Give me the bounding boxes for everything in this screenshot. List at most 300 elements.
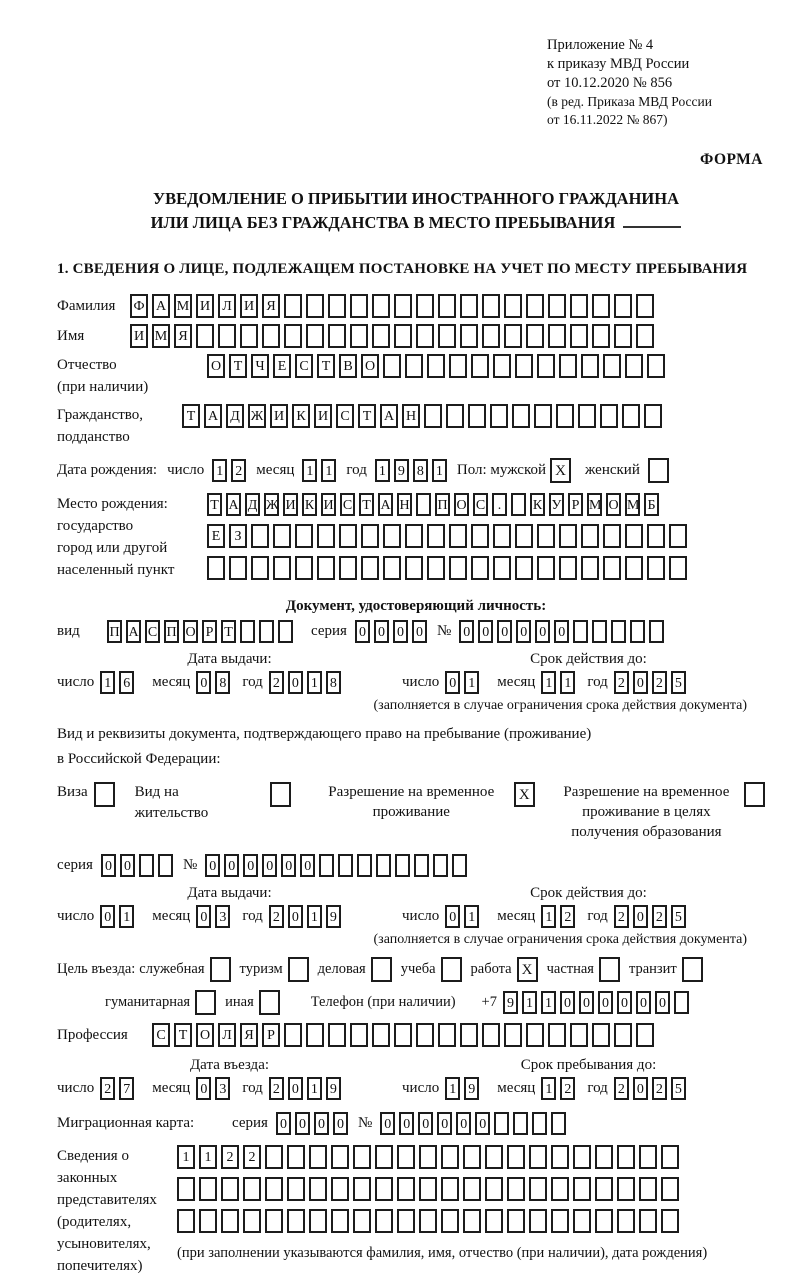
form-cell[interactable]: 2 xyxy=(652,671,667,694)
form-cell[interactable]: 1 xyxy=(199,1145,217,1169)
form-cell[interactable]: 9 xyxy=(464,1077,479,1100)
form-cell[interactable] xyxy=(617,1145,635,1169)
form-cell[interactable]: 0 xyxy=(418,1112,433,1135)
form-cell[interactable] xyxy=(529,1209,547,1233)
form-cell[interactable] xyxy=(494,1112,509,1135)
form-cell[interactable]: Т xyxy=(229,354,247,378)
form-cell[interactable] xyxy=(196,324,214,348)
sex-female-checkbox[interactable] xyxy=(648,458,669,483)
form-cell[interactable] xyxy=(463,1177,481,1201)
form-cell[interactable] xyxy=(414,854,429,877)
form-cell[interactable] xyxy=(482,1023,500,1047)
form-cell[interactable] xyxy=(240,324,258,348)
form-cell[interactable]: М xyxy=(174,294,192,318)
form-cell[interactable] xyxy=(592,620,607,643)
form-cell[interactable]: А xyxy=(380,404,398,428)
form-cell[interactable] xyxy=(433,854,448,877)
form-cell[interactable] xyxy=(395,854,410,877)
form-cell[interactable]: Р xyxy=(262,1023,280,1047)
purpose-work-checkbox[interactable]: X xyxy=(517,957,538,982)
form-cell[interactable] xyxy=(259,620,274,643)
temp-residence-edu-checkbox[interactable] xyxy=(744,782,765,807)
form-cell[interactable] xyxy=(295,524,313,548)
form-cell[interactable]: 0 xyxy=(374,620,389,643)
form-cell[interactable]: 1 xyxy=(464,671,479,694)
form-cell[interactable] xyxy=(309,1145,327,1169)
form-cell[interactable]: 0 xyxy=(100,905,115,928)
form-cell[interactable] xyxy=(471,524,489,548)
form-cell[interactable] xyxy=(229,556,247,580)
form-cell[interactable] xyxy=(511,493,526,516)
form-cell[interactable] xyxy=(548,324,566,348)
form-cell[interactable]: 0 xyxy=(380,1112,395,1135)
form-cell[interactable]: И xyxy=(196,294,214,318)
form-cell[interactable] xyxy=(592,324,610,348)
form-cell[interactable] xyxy=(570,1023,588,1047)
form-cell[interactable]: 2 xyxy=(652,1077,667,1100)
form-cell[interactable] xyxy=(419,1209,437,1233)
form-cell[interactable] xyxy=(419,1177,437,1201)
form-cell[interactable]: С xyxy=(336,404,354,428)
form-cell[interactable] xyxy=(603,556,621,580)
form-cell[interactable] xyxy=(278,620,293,643)
form-cell[interactable] xyxy=(622,404,640,428)
form-cell[interactable]: 1 xyxy=(119,905,134,928)
form-cell[interactable] xyxy=(661,1177,679,1201)
form-cell[interactable]: 0 xyxy=(288,671,303,694)
form-cell[interactable] xyxy=(383,524,401,548)
form-cell[interactable]: 1 xyxy=(212,459,227,482)
form-cell[interactable] xyxy=(177,1209,195,1233)
form-cell[interactable] xyxy=(287,1177,305,1201)
form-cell[interactable]: 8 xyxy=(215,671,230,694)
form-cell[interactable] xyxy=(372,1023,390,1047)
form-cell[interactable]: О xyxy=(207,354,225,378)
form-cell[interactable]: 0 xyxy=(314,1112,329,1135)
form-cell[interactable] xyxy=(548,294,566,318)
form-cell[interactable]: О xyxy=(183,620,198,643)
visa-checkbox[interactable] xyxy=(94,782,115,807)
form-cell[interactable] xyxy=(471,556,489,580)
form-cell[interactable] xyxy=(661,1209,679,1233)
form-cell[interactable] xyxy=(295,556,313,580)
form-cell[interactable] xyxy=(383,556,401,580)
temp-residence-checkbox[interactable]: X xyxy=(514,782,535,807)
form-cell[interactable] xyxy=(328,1023,346,1047)
form-cell[interactable]: 0 xyxy=(288,905,303,928)
form-cell[interactable] xyxy=(603,354,621,378)
form-cell[interactable] xyxy=(405,524,423,548)
form-cell[interactable] xyxy=(438,1023,456,1047)
form-cell[interactable]: 0 xyxy=(333,1112,348,1135)
form-cell[interactable] xyxy=(372,294,390,318)
form-cell[interactable] xyxy=(350,294,368,318)
form-cell[interactable]: Ч xyxy=(251,354,269,378)
form-cell[interactable] xyxy=(427,524,445,548)
form-cell[interactable]: 3 xyxy=(215,905,230,928)
form-cell[interactable]: Р xyxy=(568,493,583,516)
form-cell[interactable] xyxy=(331,1177,349,1201)
form-cell[interactable]: Д xyxy=(226,404,244,428)
form-cell[interactable]: А xyxy=(204,404,222,428)
form-cell[interactable] xyxy=(559,354,577,378)
form-cell[interactable]: А xyxy=(152,294,170,318)
form-cell[interactable]: 1 xyxy=(302,459,317,482)
form-cell[interactable] xyxy=(427,556,445,580)
form-cell[interactable] xyxy=(625,556,643,580)
form-cell[interactable]: 0 xyxy=(633,905,648,928)
form-cell[interactable] xyxy=(463,1209,481,1233)
form-cell[interactable]: 1 xyxy=(541,991,556,1014)
form-cell[interactable]: 1 xyxy=(307,671,322,694)
form-cell[interactable] xyxy=(338,854,353,877)
form-cell[interactable]: 1 xyxy=(541,1077,556,1100)
form-cell[interactable]: Л xyxy=(218,294,236,318)
form-cell[interactable]: 2 xyxy=(269,1077,284,1100)
form-cell[interactable] xyxy=(515,524,533,548)
form-cell[interactable]: И xyxy=(240,294,258,318)
form-cell[interactable]: 0 xyxy=(516,620,531,643)
form-cell[interactable]: О xyxy=(606,493,621,516)
form-cell[interactable] xyxy=(416,324,434,348)
form-cell[interactable] xyxy=(625,354,643,378)
form-cell[interactable]: 0 xyxy=(101,854,116,877)
form-cell[interactable] xyxy=(614,1023,632,1047)
form-cell[interactable]: 0 xyxy=(196,1077,211,1100)
form-cell[interactable] xyxy=(243,1177,261,1201)
form-cell[interactable] xyxy=(570,324,588,348)
form-cell[interactable] xyxy=(674,991,689,1014)
form-cell[interactable] xyxy=(397,1209,415,1233)
form-cell[interactable] xyxy=(394,1023,412,1047)
form-cell[interactable] xyxy=(221,1177,239,1201)
form-cell[interactable] xyxy=(614,324,632,348)
form-cell[interactable] xyxy=(376,854,391,877)
form-cell[interactable]: 0 xyxy=(295,1112,310,1135)
form-cell[interactable] xyxy=(441,1209,459,1233)
form-cell[interactable]: Я xyxy=(240,1023,258,1047)
form-cell[interactable] xyxy=(537,556,555,580)
form-cell[interactable] xyxy=(595,1209,613,1233)
form-cell[interactable]: . xyxy=(492,493,507,516)
form-cell[interactable] xyxy=(405,354,423,378)
form-cell[interactable]: Т xyxy=(317,354,335,378)
form-cell[interactable]: 6 xyxy=(119,671,134,694)
form-cell[interactable] xyxy=(595,1177,613,1201)
form-cell[interactable]: 0 xyxy=(579,991,594,1014)
form-cell[interactable]: Т xyxy=(358,404,376,428)
form-cell[interactable]: Е xyxy=(207,524,225,548)
form-cell[interactable] xyxy=(207,556,225,580)
purpose-transit-checkbox[interactable] xyxy=(682,957,703,982)
form-cell[interactable]: Е xyxy=(273,354,291,378)
purpose-humanitarian-checkbox[interactable] xyxy=(195,990,216,1015)
form-cell[interactable] xyxy=(581,524,599,548)
form-cell[interactable] xyxy=(581,354,599,378)
form-cell[interactable]: Т xyxy=(221,620,236,643)
form-cell[interactable] xyxy=(350,1023,368,1047)
form-cell[interactable] xyxy=(361,524,379,548)
form-cell[interactable] xyxy=(471,354,489,378)
form-cell[interactable]: Л xyxy=(218,1023,236,1047)
form-cell[interactable] xyxy=(438,324,456,348)
form-cell[interactable]: 1 xyxy=(321,459,336,482)
form-cell[interactable]: Д xyxy=(245,493,260,516)
form-cell[interactable] xyxy=(507,1145,525,1169)
form-cell[interactable] xyxy=(507,1209,525,1233)
form-cell[interactable] xyxy=(614,294,632,318)
form-cell[interactable] xyxy=(158,854,173,877)
form-cell[interactable] xyxy=(515,354,533,378)
form-cell[interactable]: Б xyxy=(644,493,659,516)
form-cell[interactable]: 7 xyxy=(119,1077,134,1100)
form-cell[interactable]: О xyxy=(361,354,379,378)
form-cell[interactable]: К xyxy=(302,493,317,516)
form-cell[interactable] xyxy=(639,1177,657,1201)
form-cell[interactable] xyxy=(644,404,662,428)
form-cell[interactable] xyxy=(617,1209,635,1233)
form-cell[interactable] xyxy=(317,524,335,548)
form-cell[interactable]: 9 xyxy=(503,991,518,1014)
form-cell[interactable]: С xyxy=(340,493,355,516)
form-cell[interactable]: И xyxy=(321,493,336,516)
form-cell[interactable]: 0 xyxy=(120,854,135,877)
form-cell[interactable]: Т xyxy=(207,493,222,516)
form-cell[interactable]: 0 xyxy=(560,991,575,1014)
form-cell[interactable] xyxy=(649,620,664,643)
form-cell[interactable]: 1 xyxy=(560,671,575,694)
form-cell[interactable] xyxy=(482,294,500,318)
form-cell[interactable] xyxy=(551,1209,569,1233)
form-cell[interactable]: 0 xyxy=(456,1112,471,1135)
form-cell[interactable] xyxy=(284,324,302,348)
form-cell[interactable]: 0 xyxy=(459,620,474,643)
form-cell[interactable]: И xyxy=(270,404,288,428)
form-cell[interactable] xyxy=(353,1177,371,1201)
form-cell[interactable]: Я xyxy=(262,294,280,318)
form-cell[interactable] xyxy=(199,1177,217,1201)
form-cell[interactable]: П xyxy=(164,620,179,643)
form-cell[interactable]: 2 xyxy=(269,671,284,694)
form-cell[interactable]: 2 xyxy=(560,1077,575,1100)
form-cell[interactable]: 2 xyxy=(560,905,575,928)
form-cell[interactable] xyxy=(375,1209,393,1233)
purpose-tourism-checkbox[interactable] xyxy=(288,957,309,982)
form-cell[interactable] xyxy=(262,324,280,348)
form-cell[interactable]: 0 xyxy=(243,854,258,877)
form-cell[interactable] xyxy=(507,1177,525,1201)
form-cell[interactable]: 1 xyxy=(541,671,556,694)
form-cell[interactable] xyxy=(273,524,291,548)
form-cell[interactable] xyxy=(306,324,324,348)
form-cell[interactable]: 0 xyxy=(478,620,493,643)
form-cell[interactable] xyxy=(578,404,596,428)
form-cell[interactable]: 0 xyxy=(205,854,220,877)
form-cell[interactable] xyxy=(636,1023,654,1047)
form-cell[interactable] xyxy=(460,324,478,348)
form-cell[interactable]: С xyxy=(473,493,488,516)
form-cell[interactable]: 9 xyxy=(394,459,409,482)
form-cell[interactable]: 0 xyxy=(636,991,651,1014)
form-cell[interactable]: О xyxy=(454,493,469,516)
form-cell[interactable] xyxy=(595,1145,613,1169)
form-cell[interactable]: Н xyxy=(397,493,412,516)
form-cell[interactable] xyxy=(625,524,643,548)
form-cell[interactable]: 8 xyxy=(326,671,341,694)
form-cell[interactable] xyxy=(317,556,335,580)
form-cell[interactable]: 0 xyxy=(437,1112,452,1135)
form-cell[interactable]: П xyxy=(435,493,450,516)
form-cell[interactable] xyxy=(556,404,574,428)
form-cell[interactable]: П xyxy=(107,620,122,643)
form-cell[interactable] xyxy=(328,324,346,348)
form-cell[interactable] xyxy=(375,1177,393,1201)
form-cell[interactable] xyxy=(199,1209,217,1233)
form-cell[interactable]: 0 xyxy=(633,671,648,694)
form-cell[interactable] xyxy=(485,1177,503,1201)
form-cell[interactable]: 0 xyxy=(196,905,211,928)
form-cell[interactable] xyxy=(551,1112,566,1135)
form-cell[interactable]: С xyxy=(295,354,313,378)
form-cell[interactable]: 0 xyxy=(655,991,670,1014)
form-cell[interactable] xyxy=(493,354,511,378)
form-cell[interactable]: 9 xyxy=(326,1077,341,1100)
form-cell[interactable]: 1 xyxy=(445,1077,460,1100)
form-cell[interactable] xyxy=(639,1209,657,1233)
form-cell[interactable]: 1 xyxy=(307,1077,322,1100)
form-cell[interactable] xyxy=(273,556,291,580)
form-cell[interactable] xyxy=(353,1209,371,1233)
form-cell[interactable]: М xyxy=(625,493,640,516)
form-cell[interactable]: 8 xyxy=(413,459,428,482)
form-cell[interactable]: Р xyxy=(202,620,217,643)
form-cell[interactable] xyxy=(534,404,552,428)
form-cell[interactable] xyxy=(570,294,588,318)
form-cell[interactable] xyxy=(357,854,372,877)
form-cell[interactable] xyxy=(427,354,445,378)
form-cell[interactable]: В xyxy=(339,354,357,378)
form-cell[interactable] xyxy=(284,294,302,318)
form-cell[interactable] xyxy=(636,294,654,318)
form-cell[interactable] xyxy=(309,1177,327,1201)
form-cell[interactable] xyxy=(251,524,269,548)
form-cell[interactable]: 0 xyxy=(617,991,632,1014)
form-cell[interactable] xyxy=(328,294,346,318)
form-cell[interactable] xyxy=(416,1023,434,1047)
form-cell[interactable] xyxy=(265,1209,283,1233)
form-cell[interactable]: Ф xyxy=(130,294,148,318)
form-cell[interactable] xyxy=(284,1023,302,1047)
form-cell[interactable]: А xyxy=(378,493,393,516)
form-cell[interactable] xyxy=(529,1145,547,1169)
form-cell[interactable] xyxy=(287,1145,305,1169)
form-cell[interactable]: 1 xyxy=(307,905,322,928)
form-cell[interactable] xyxy=(339,556,357,580)
form-cell[interactable] xyxy=(647,354,665,378)
form-cell[interactable] xyxy=(243,1209,261,1233)
form-cell[interactable]: З xyxy=(229,524,247,548)
form-cell[interactable] xyxy=(265,1177,283,1201)
form-cell[interactable]: 1 xyxy=(464,905,479,928)
form-cell[interactable]: 2 xyxy=(614,905,629,928)
form-cell[interactable] xyxy=(460,294,478,318)
form-cell[interactable] xyxy=(537,354,555,378)
form-cell[interactable]: 2 xyxy=(243,1145,261,1169)
form-cell[interactable]: Я xyxy=(174,324,192,348)
form-cell[interactable]: 0 xyxy=(497,620,512,643)
form-cell[interactable]: М xyxy=(587,493,602,516)
form-cell[interactable] xyxy=(559,524,577,548)
form-cell[interactable] xyxy=(319,854,334,877)
form-cell[interactable] xyxy=(177,1177,195,1201)
form-cell[interactable]: Н xyxy=(402,404,420,428)
form-cell[interactable]: 2 xyxy=(100,1077,115,1100)
form-cell[interactable] xyxy=(309,1209,327,1233)
form-cell[interactable] xyxy=(647,556,665,580)
form-cell[interactable]: К xyxy=(292,404,310,428)
form-cell[interactable] xyxy=(441,1177,459,1201)
form-cell[interactable] xyxy=(424,404,442,428)
form-cell[interactable] xyxy=(251,556,269,580)
form-cell[interactable] xyxy=(485,1145,503,1169)
form-cell[interactable]: 2 xyxy=(221,1145,239,1169)
form-cell[interactable] xyxy=(669,556,687,580)
form-cell[interactable] xyxy=(529,1177,547,1201)
form-cell[interactable] xyxy=(559,556,577,580)
form-cell[interactable] xyxy=(504,294,522,318)
form-cell[interactable]: 9 xyxy=(326,905,341,928)
form-cell[interactable] xyxy=(339,524,357,548)
form-cell[interactable] xyxy=(617,1177,635,1201)
form-cell[interactable]: И xyxy=(314,404,332,428)
form-cell[interactable]: 0 xyxy=(196,671,211,694)
form-cell[interactable]: С xyxy=(145,620,160,643)
form-cell[interactable]: Т xyxy=(182,404,200,428)
form-cell[interactable] xyxy=(139,854,154,877)
form-cell[interactable]: 0 xyxy=(288,1077,303,1100)
form-cell[interactable] xyxy=(485,1209,503,1233)
form-cell[interactable]: 0 xyxy=(399,1112,414,1135)
form-cell[interactable]: 0 xyxy=(535,620,550,643)
form-cell[interactable] xyxy=(661,1145,679,1169)
purpose-other-checkbox[interactable] xyxy=(259,990,280,1015)
form-cell[interactable] xyxy=(537,524,555,548)
form-cell[interactable] xyxy=(331,1209,349,1233)
form-cell[interactable] xyxy=(441,1145,459,1169)
form-cell[interactable] xyxy=(449,556,467,580)
form-cell[interactable] xyxy=(416,493,431,516)
form-cell[interactable] xyxy=(394,294,412,318)
form-cell[interactable] xyxy=(526,1023,544,1047)
purpose-study-checkbox[interactable] xyxy=(441,957,462,982)
form-cell[interactable]: О xyxy=(196,1023,214,1047)
form-cell[interactable] xyxy=(331,1145,349,1169)
purpose-business-trip-checkbox[interactable] xyxy=(210,957,231,982)
form-cell[interactable] xyxy=(353,1145,371,1169)
form-cell[interactable]: 5 xyxy=(671,671,686,694)
form-cell[interactable]: А xyxy=(226,493,241,516)
form-cell[interactable] xyxy=(592,294,610,318)
form-cell[interactable] xyxy=(493,524,511,548)
form-cell[interactable]: 0 xyxy=(276,1112,291,1135)
form-cell[interactable] xyxy=(647,524,665,548)
form-cell[interactable] xyxy=(463,1145,481,1169)
form-cell[interactable] xyxy=(600,404,618,428)
form-cell[interactable] xyxy=(526,294,544,318)
form-cell[interactable] xyxy=(460,1023,478,1047)
form-cell[interactable] xyxy=(265,1145,283,1169)
form-cell[interactable]: 0 xyxy=(445,671,460,694)
